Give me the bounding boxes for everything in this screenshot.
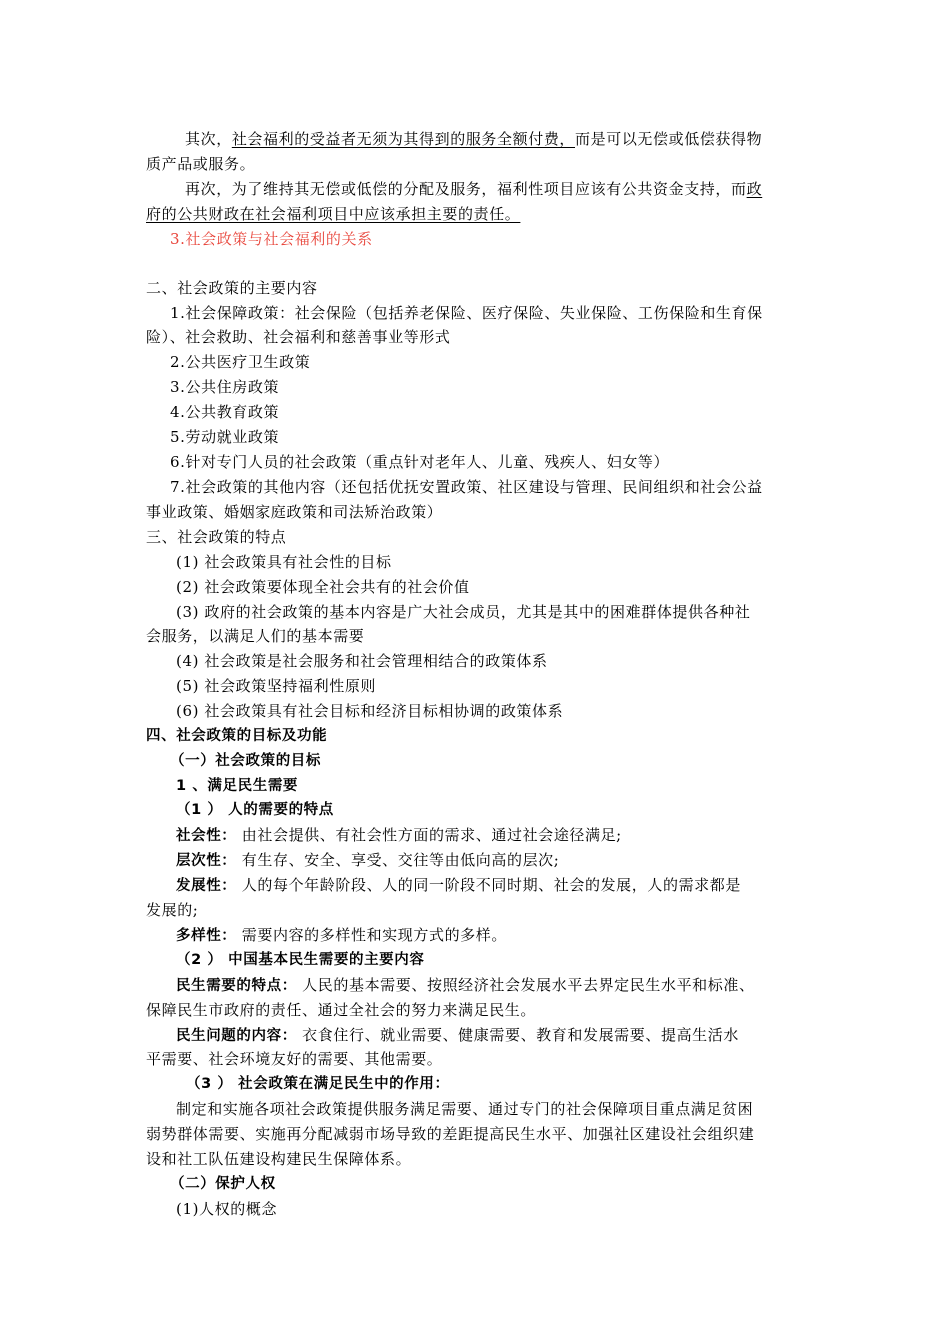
s2-item-1-line-1: 1.社会保障政策：社会保险（包括养老保险、医疗保险、失业保险、工伤保险和生育保 — [170, 304, 763, 322]
s3-item-1: (1) 社会政策具有社会性的目标 — [176, 553, 392, 571]
s2-item-2: 2.公共医疗卫生政策 — [170, 353, 311, 371]
para-2-line-2: 府的公共财政在社会福利项目中应该承担主要的责任。 — [146, 205, 521, 223]
trait-level: 层次性： 有生存、安全、享受、交往等由低向高的层次; — [176, 851, 560, 869]
s4-sub-1-1-3: （3 ） 社会政策在满足民生中的作用： — [186, 1076, 450, 1092]
s3-item-3-line-1: (3) 政府的社会政策的基本内容是广大社会成员，尤其是其中的困难群体提供各种社 — [176, 603, 751, 621]
s3-item-4: (4) 社会政策是社会服务和社会管理相结合的政策体系 — [176, 652, 548, 670]
s2-item-7-line-1: 7.社会政策的其他内容（还包括优抚安置政策、社区建设与管理、民间组织和社会公益 — [170, 478, 763, 496]
livelihood-features-line-1: 民生需要的特点： 人民的基本需要、按照经济社会发展水平去界定民生水平和标准、 — [176, 976, 755, 994]
s4-sub-1-1: 1 、满足民生需要 — [176, 778, 299, 794]
role-para-line-1: 制定和实施各项社会政策提供服务满足需要、通过专门的社会保障项目重点满足贫困 — [176, 1100, 754, 1118]
trait-development-line-1: 发展性： 人的每个年龄阶段、人的同一阶段不同时期、社会的发展，人的需求都是 — [176, 876, 741, 894]
trait-diversity: 多样性： 需要内容的多样性和实现方式的多样。 — [176, 926, 507, 944]
s3-item-3-line-2: 会服务，以满足人们的基本需要 — [146, 627, 365, 645]
trait-social: 社会性： 由社会提供、有社会性方面的需求、通过社会途径满足; — [176, 826, 622, 844]
s4-sub-1-1-1: （1 ） 人的需要的特点 — [176, 802, 334, 818]
livelihood-content-line-1: 民生问题的内容： 衣食住行、就业需要、健康需要、教育和发展需要、提高生活水 — [176, 1026, 739, 1044]
s2-item-1-line-2: 险）、社会救助、社会福利和慈善事业等形式 — [146, 328, 451, 346]
section-4-heading: 四、社会政策的目标及功能 — [146, 728, 328, 744]
para-2-line-1: 再次，为了维持其无偿或低偿的分配及服务，福利性项目应该有公共资金支持，而政 — [185, 180, 763, 198]
s3-item-5: (5) 社会政策坚持福利性原则 — [176, 677, 377, 695]
s2-item-6: 6.针对专门人员的社会政策（重点针对老年人、儿童、残疾人、妇女等） — [170, 453, 670, 471]
s2-item-7-line-2: 事业政策、婚姻家庭政策和司法矫治政策） — [146, 503, 443, 521]
para-1-line-2: 质产品或服务。 — [146, 155, 256, 173]
trait-development-line-2: 发展的; — [146, 901, 199, 919]
role-para-line-3: 设和社工队伍建设构建民生保障体系。 — [146, 1150, 412, 1168]
role-para-line-2: 弱势群体需要、实施再分配减弱市场导致的差距提高民生水平、加强社区建设社会组织建 — [146, 1125, 755, 1143]
s4-sub-2: （二）保护人权 — [170, 1176, 276, 1192]
s2-item-4: 4.公共教育政策 — [170, 403, 280, 421]
s4-sub-1-1-2: （2 ） 中国基本民生需要的主要内容 — [176, 952, 425, 968]
livelihood-content-line-2: 平需要、社会环境友好的需要、其他需要。 — [146, 1050, 443, 1068]
s3-item-6: (6) 社会政策具有社会目标和经济目标相协调的政策体系 — [176, 702, 564, 720]
s2-item-3: 3.公共住房政策 — [170, 378, 280, 396]
s4-sub-2-1: (1)人权的概念 — [176, 1200, 278, 1218]
s3-item-2: (2) 社会政策要体现全社会共有的社会价值 — [176, 578, 470, 596]
livelihood-features-line-2: 保障民生市政府的责任、通过全社会的努力来满足民生。 — [146, 1001, 537, 1019]
section-2-heading: 二、社会政策的主要内容 — [146, 279, 318, 297]
red-subheading: 3.社会政策与社会福利的关系 — [170, 230, 373, 248]
s2-item-5: 5.劳动就业政策 — [170, 428, 280, 446]
s4-sub-1: （一）社会政策的目标 — [170, 753, 321, 769]
para-1-line-1: 其次，社会福利的受益者无须为其得到的服务全额付费，而是可以无偿或低偿获得物 — [185, 130, 763, 148]
section-3-heading: 三、社会政策的特点 — [146, 528, 287, 546]
